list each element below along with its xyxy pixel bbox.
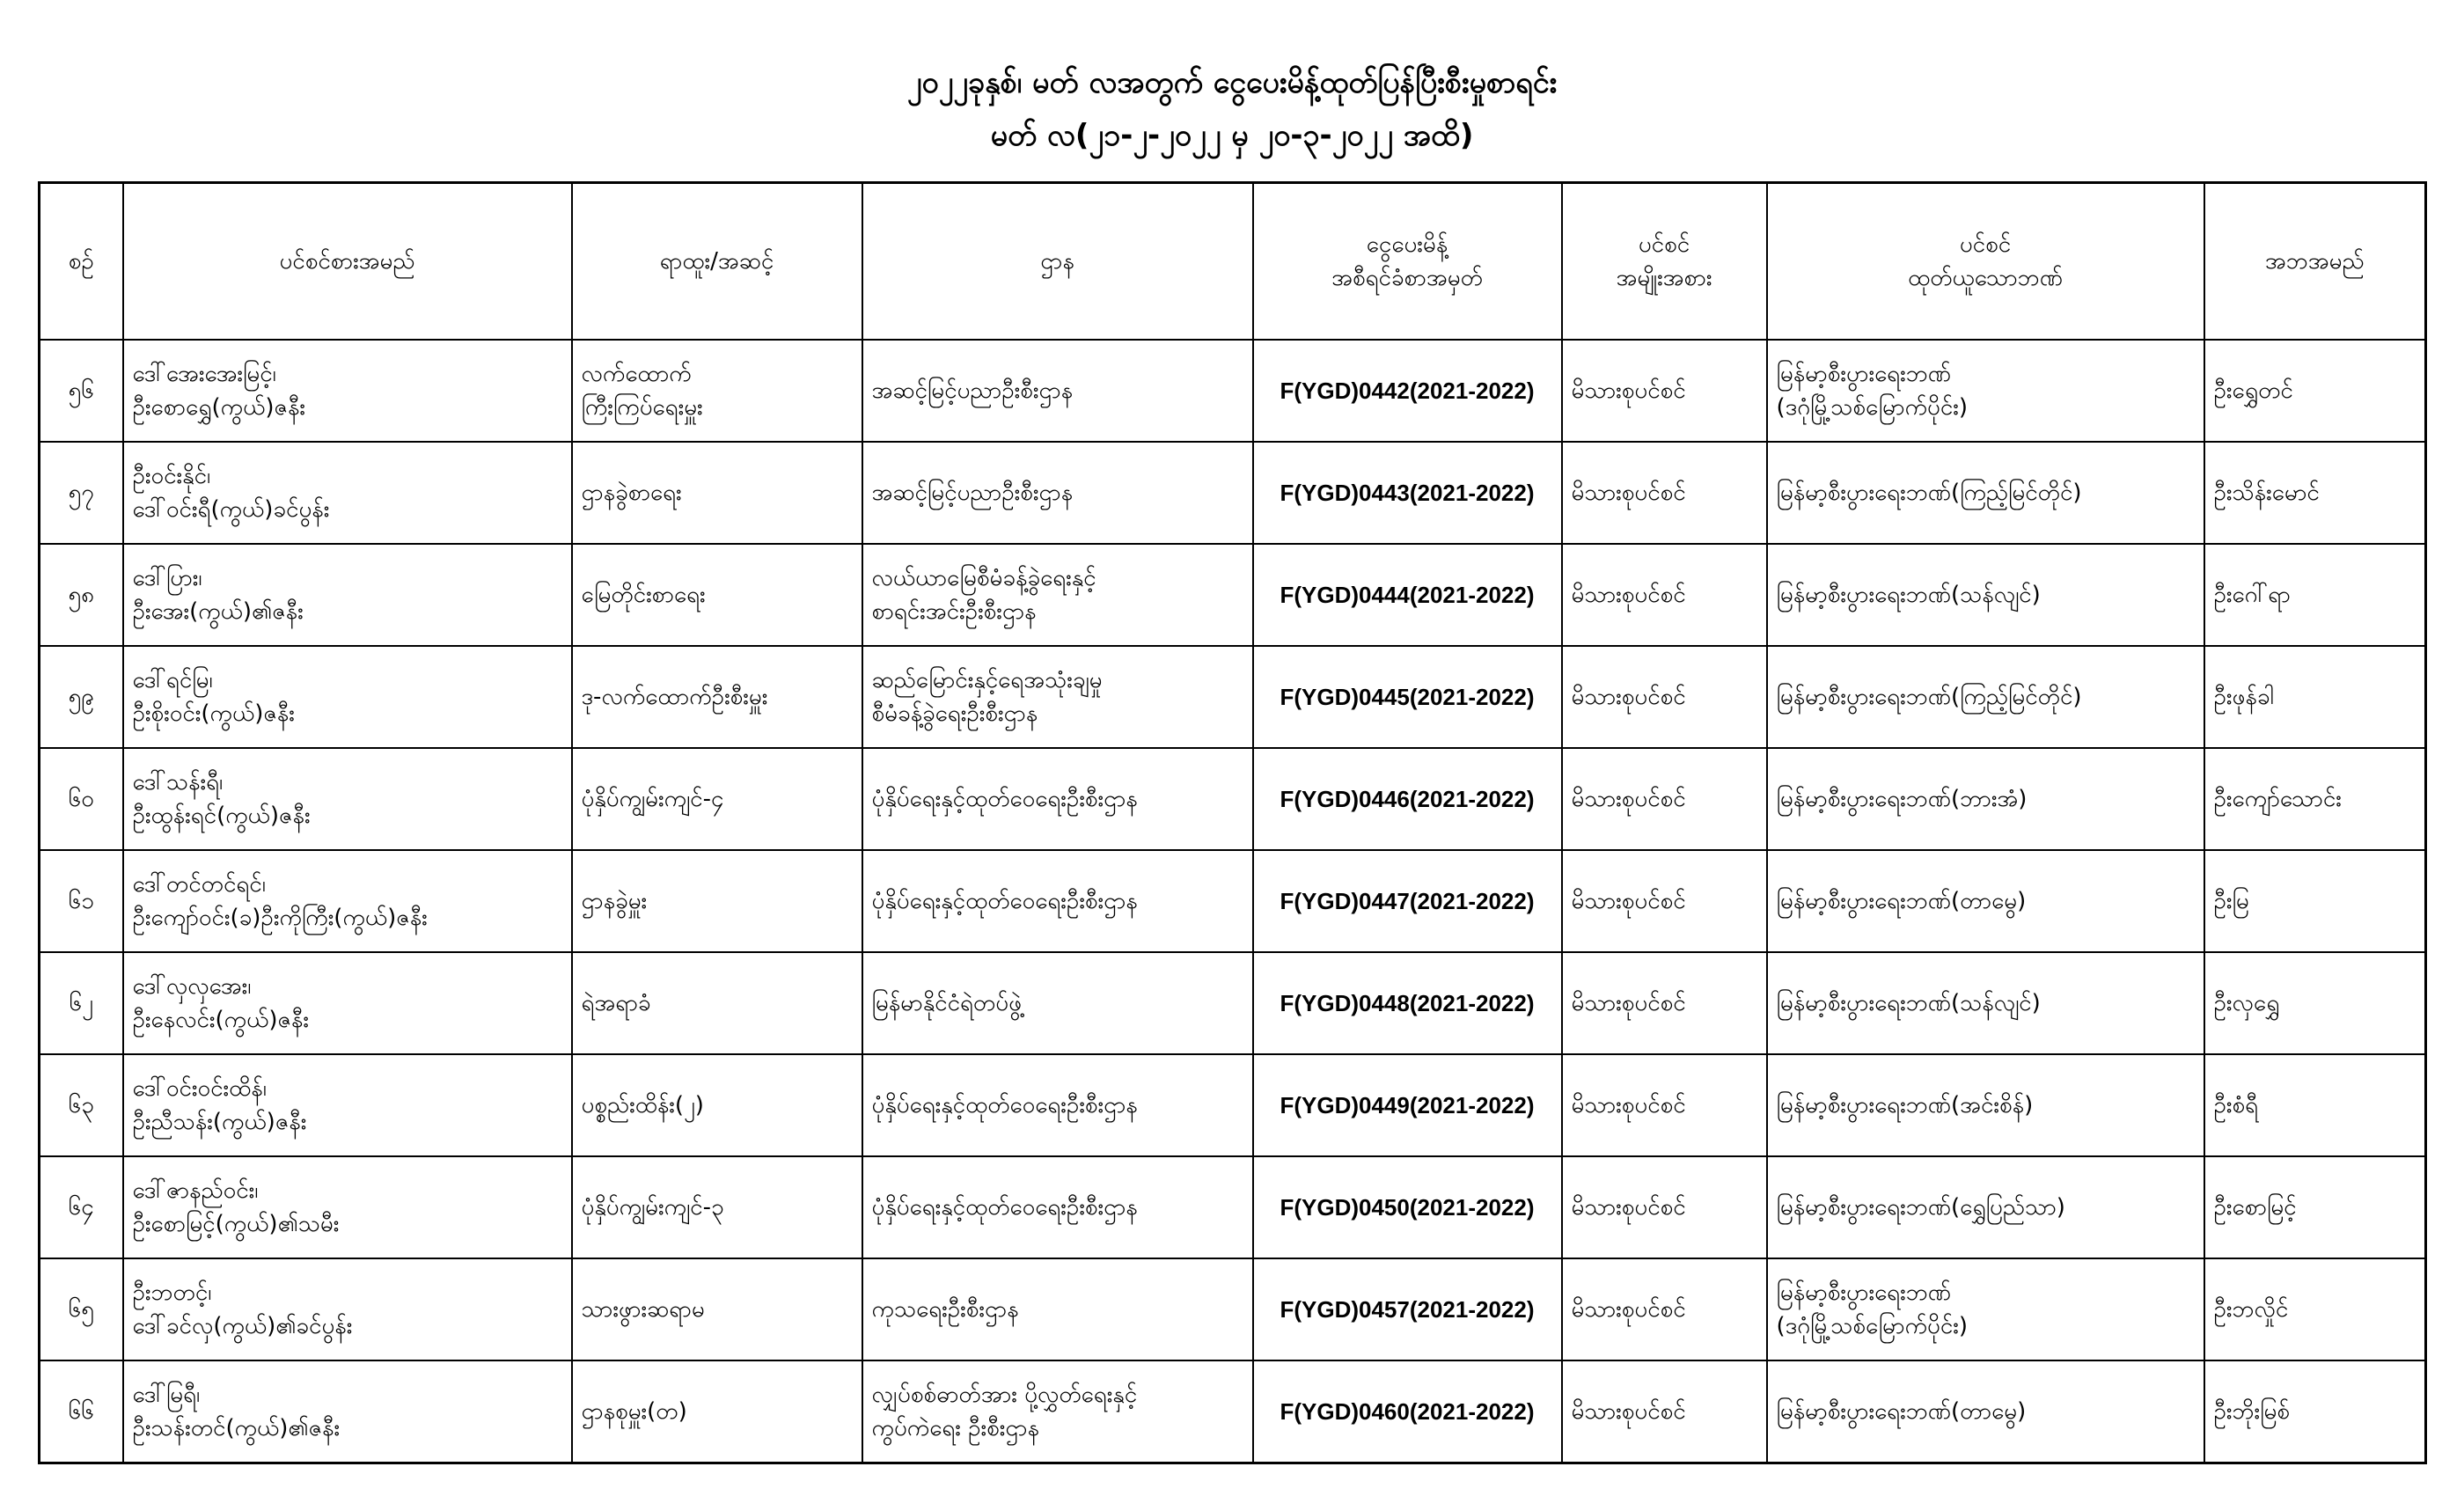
rank-cell-line: ဌာနခွဲစာရေး [581,480,682,506]
row-number-cell: ၆၂ [40,952,123,1054]
rank-cell [572,748,862,850]
department-cell [862,1258,1253,1360]
bank-cell-line: မြန်မာ့စီးပွားရေးဘဏ် [1776,1280,1951,1306]
permit-number-cell: F(YGD)0444(2021-2022) [1253,544,1562,646]
table-row [40,1258,2426,1360]
table-row [40,1360,2426,1463]
bank-cell [1767,850,2204,952]
pensioner-name-cell [123,1054,572,1156]
header-pension-type-line: ပင်စင် [1638,231,1690,258]
pension-register-table [38,181,2427,1464]
pensioner-name-cell-line: ဦးညီသန်း(ကွယ်)ဇနီး [132,1109,307,1135]
department-cell-line: လျှပ်စစ်ဓာတ်အား ပို့လွှတ်ရေးနှင့် [871,1382,1138,1408]
bank-cell [1767,1054,2204,1156]
department-cell-line: ပုံနှိပ်ရေးနှင့်ထုတ်ဝေရေးဦးစီးဌာန [871,786,1138,812]
department-cell [862,1054,1253,1156]
pension-type-cell: မိသားစုပင်စင် [1562,340,1767,442]
pensioner-name-cell [123,748,572,850]
rank-cell-line: ဌာနခွဲမှူး [581,888,648,914]
bank-cell-line: မြန်မာ့စီးပွားရေးဘဏ်(တာမွေ) [1776,1398,2027,1425]
pensioner-name-cell-line: ဒေါ်ဝင်းဝင်းထိန်၊ [132,1075,267,1102]
bank-cell [1767,1258,2204,1360]
father-name-cell: ဦးကျော်သောင်း [2204,748,2426,850]
pensioner-name-cell-line: ဒေါ်လှလှအေး၊ [132,973,252,1000]
pension-type-cell: မိသားစုပင်စင် [1562,850,1767,952]
pensioner-name-cell-line: ဦးဘတင့်၊ [132,1280,212,1306]
bank-cell [1767,442,2204,544]
row-number-cell: ၅၉ [40,646,123,748]
department-cell-line: စာရင်းအင်းဦးစီးဌာန [871,598,1037,625]
bank-cell [1767,1360,2204,1463]
father-name-cell: ဦးစံရီ [2204,1054,2426,1156]
pensioner-name-cell-line: ဦးစောရွှေ(ကွယ်)ဇနီး [132,394,305,421]
header-permit-line: အစီရင်ခံစာအမှတ် [1331,265,1483,291]
pension-type-cell: မိသားစုပင်စင် [1562,1360,1767,1463]
document-title: ၂၀၂၂ခုနှစ်၊ မတ် လအတွက် ငွေပေးမိန့်ထုတ်ပြန်ပြီးစီးမှုစာရင်း [906,65,1558,100]
rank-cell [572,340,862,442]
pension-type-cell: မိသားစုပင်စင် [1562,1156,1767,1258]
pensioner-name-cell-line: ဒေါ်ဇာနည်ဝင်း၊ [132,1177,259,1204]
pensioner-name-cell [123,646,572,748]
department-cell-line: ပုံနှိပ်ရေးနှင့်ထုတ်ဝေရေးဦးစီးဌာန [871,888,1138,914]
header-permit-line: ငွေပေးမိန့် [1366,231,1448,258]
pensioner-name-cell-line: ဒေါ်ခင်လှ(ကွယ်)၏ခင်ပွန်း [132,1313,353,1339]
pensioner-name-cell-line: ဒေါ်ပြား၊ [132,565,202,591]
header-bank-line: ပင်စင် [1959,231,2012,258]
father-name-cell: ဦးလှရွှေ [2204,952,2426,1054]
table-row [40,544,2426,646]
department-cell [862,646,1253,748]
pensioner-name-cell [123,952,572,1054]
pensioner-name-cell [123,442,572,544]
table-row [40,1054,2426,1156]
department-cell-line: စီမံခန့်ခွဲရေးဦးစီးဌာန [871,700,1038,727]
department-cell [862,952,1253,1054]
rank-cell-line: ရဲအရာခံ [581,990,651,1016]
father-name-cell: ဦးဖုန်ခါ [2204,646,2426,748]
table-header-row [40,183,2426,341]
header-rank: ရာထူး/အဆင့် [572,183,862,341]
table-row [40,646,2426,748]
table-row [40,850,2426,952]
pensioner-name-cell-line: ဒေါ်ဝင်းရီ(ကွယ်)ခင်ပွန်း [132,496,330,523]
bank-cell [1767,544,2204,646]
permit-number-cell: F(YGD)0442(2021-2022) [1253,340,1562,442]
rank-cell-line: ပုံနှိပ်ကျွမ်းကျင်-၃ [581,1194,724,1221]
department-cell-line: အဆင့်မြင့်ပညာဦးစီးဌာန [871,480,1074,506]
bank-cell [1767,646,2204,748]
header-father-name: အဘအမည် [2204,183,2426,341]
bank-cell-line: မြန်မာ့စီးပွားရေးဘဏ်(ကြည့်မြင်တိုင်) [1776,480,2082,506]
header-department: ဌာန [862,183,1253,341]
rank-cell [572,850,862,952]
row-number-cell: ၆၆ [40,1360,123,1463]
pensioner-name-cell [123,1258,572,1360]
bank-cell [1767,1156,2204,1258]
department-cell-line: မြန်မာနိုင်ငံရဲတပ်ဖွဲ့ [871,990,1022,1016]
row-number-cell: ၆၁ [40,850,123,952]
department-cell-line: လယ်ယာမြေစီမံခန့်ခွဲရေးနှင့် [871,565,1096,591]
row-number-cell: ၆၅ [40,1258,123,1360]
department-cell [862,340,1253,442]
rank-cell [572,544,862,646]
department-cell [862,544,1253,646]
header-pension-type-line: အမျိုးအစား [1616,265,1712,291]
father-name-cell: ဦးစောမြင့် [2204,1156,2426,1258]
pensioner-name-cell [123,1156,572,1258]
pension-type-cell: မိသားစုပင်စင် [1562,1258,1767,1360]
header-name: ပင်စင်စားအမည် [123,183,572,341]
rank-cell [572,1258,862,1360]
pensioner-name-cell-line: ဦးနေလင်း(ကွယ်)ဇနီး [132,1007,309,1033]
header-pension-type [1562,183,1767,341]
permit-number-cell: F(YGD)0450(2021-2022) [1253,1156,1562,1258]
pensioner-name-cell-line: ဦးစောမြင့်(ကွယ်)၏သမီး [132,1211,340,1237]
permit-number-cell: F(YGD)0457(2021-2022) [1253,1258,1562,1360]
rank-cell-line: ပစ္စည်းထိန်း(၂) [581,1092,704,1118]
bank-cell-line: မြန်မာ့စီးပွားရေးဘဏ်(ကြည့်မြင်တိုင်) [1776,684,2082,710]
pensioner-name-cell-line: ဒေါ်အေးအေးမြင့်၊ [132,361,276,387]
permit-number-cell: F(YGD)0449(2021-2022) [1253,1054,1562,1156]
pension-type-cell: မိသားစုပင်စင် [1562,544,1767,646]
permit-number-cell: F(YGD)0443(2021-2022) [1253,442,1562,544]
pensioner-name-cell-line: ဦးအေး(ကွယ်)၏ဇနီး [132,598,304,625]
department-cell-line: ဆည်မြောင်းနှင့်ရေအသုံးချမှု [871,667,1103,693]
rank-cell [572,646,862,748]
table-row [40,952,2426,1054]
row-number-cell: ၆၀ [40,748,123,850]
pensioner-name-cell-line: ဒေါ်မြရီ၊ [132,1382,201,1408]
pensioner-name-cell-line: ဦးသန်းတင်(ကွယ်)၏ဇနီး [132,1415,341,1441]
pension-type-cell: မိသားစုပင်စင် [1562,442,1767,544]
table-row [40,748,2426,850]
rank-cell [572,442,862,544]
father-name-cell: ဦးဘလှိုင် [2204,1258,2426,1360]
rank-cell-line: ဒု-လက်ထောက်ဦးစီးမှူး [581,684,768,710]
document-title-block [0,56,2464,162]
pensioner-name-cell-line: ဦးဝင်းနိုင်၊ [132,463,211,489]
pensioner-name-cell-line: ဦးစိုးဝင်း(ကွယ်)ဇနီး [132,700,295,727]
department-cell-line: ကုသရေးဦးစီးဌာန [871,1296,1019,1323]
row-number-cell: ၆၃ [40,1054,123,1156]
pensioner-name-cell-line: ဒေါ်သန်းရီ၊ [132,769,224,796]
rank-cell-line: သားဖွားဆရာမ [581,1296,705,1323]
bank-cell [1767,952,2204,1054]
permit-number-cell: F(YGD)0445(2021-2022) [1253,646,1562,748]
table-body [40,340,2426,1463]
bank-cell-line: မြန်မာ့စီးပွားရေးဘဏ်(သန်လျင်) [1776,990,2041,1016]
rank-cell [572,1156,862,1258]
department-cell [862,748,1253,850]
department-cell [862,442,1253,544]
father-name-cell: ဦးဂေါ်ရာ [2204,544,2426,646]
pension-type-cell: မိသားစုပင်စင် [1562,952,1767,1054]
father-name-cell: ဦးသိန်းမောင် [2204,442,2426,544]
department-cell [862,1156,1253,1258]
pensioner-name-cell [123,544,572,646]
header-bank [1767,183,2204,341]
department-cell-line: ကွပ်ကဲရေး ဦးစီးဌာန [871,1415,1039,1441]
row-number-cell: ၅၆ [40,340,123,442]
bank-cell-line: မြန်မာ့စီးပွားရေးဘဏ် [1776,361,1951,387]
pensioner-name-cell [123,340,572,442]
permit-number-cell: F(YGD)0447(2021-2022) [1253,850,1562,952]
department-cell-line: ပုံနှိပ်ရေးနှင့်ထုတ်ဝေရေးဦးစီးဌာန [871,1194,1138,1221]
pension-type-cell: မိသားစုပင်စင် [1562,748,1767,850]
rank-cell [572,1360,862,1463]
department-cell [862,1360,1253,1463]
department-cell-line: အဆင့်မြင့်ပညာဦးစီးဌာန [871,378,1074,404]
rank-cell [572,952,862,1054]
pension-type-cell: မိသားစုပင်စင် [1562,1054,1767,1156]
bank-cell-line: မြန်မာ့စီးပွားရေးဘဏ်(တာမွေ) [1776,888,2027,914]
header-permit [1253,183,1562,341]
pension-type-cell: မိသားစုပင်စင် [1562,646,1767,748]
rank-cell-line: ဌာနစုမှူး(တ) [581,1398,687,1425]
rank-cell-line: လက်ထောက် [581,361,692,387]
header-no: စဉ် [40,183,123,341]
rank-cell [572,1054,862,1156]
permit-number-cell: F(YGD)0448(2021-2022) [1253,952,1562,1054]
permit-number-cell: F(YGD)0446(2021-2022) [1253,748,1562,850]
table-row [40,1156,2426,1258]
table-row [40,340,2426,442]
bank-cell-line: မြန်မာ့စီးပွားရေးဘဏ်(ရွှေပြည်သာ) [1776,1194,2065,1221]
pensioner-name-cell [123,850,572,952]
rank-cell-line: ပုံနှိပ်ကျွမ်းကျင်-၄ [581,786,724,812]
pensioner-name-cell-line: ဦးကျော်ဝင်း(ခ)ဦးကိုကြီး(ကွယ်)ဇနီး [132,905,428,931]
pensioner-name-cell-line: ဒေါ်တင်တင်ရင်၊ [132,871,266,898]
rank-cell-line: ကြီးကြပ်ရေးမှူး [581,394,703,421]
father-name-cell: ဦးရွှေတင် [2204,340,2426,442]
bank-cell-line: (ဒဂုံမြို့သစ်မြောက်ပိုင်း) [1776,394,1969,421]
father-name-cell: ဦးမြ [2204,850,2426,952]
bank-cell-line: မြန်မာ့စီးပွားရေးဘဏ်(အင်းစိန်) [1776,1092,2034,1118]
table-row [40,442,2426,544]
pensioner-name-cell-line: ဦးထွန်းရင်(ကွယ်)ဇနီး [132,803,311,829]
bank-cell-line: မြန်မာ့စီးပွားရေးဘဏ်(ဘားအံ) [1776,786,2028,812]
father-name-cell: ဦးဘိုးမြစ် [2204,1360,2426,1463]
pensioner-name-cell-line: ဒေါ်ရင်မြ၊ [132,667,213,693]
document-period: မတ် လ(၂၁-၂-၂၀၂၂ မှ ၂၀-၃-၂၀၂၂ အထိ) [990,118,1474,153]
row-number-cell: ၆၄ [40,1156,123,1258]
row-number-cell: ၅၇ [40,442,123,544]
permit-number-cell: F(YGD)0460(2021-2022) [1253,1360,1562,1463]
pensioner-name-cell [123,1360,572,1463]
header-bank-line: ထုတ်ယူသောဘဏ် [1908,265,2063,291]
bank-cell [1767,748,2204,850]
department-cell [862,850,1253,952]
bank-cell-line: မြန်မာ့စီးပွားရေးဘဏ်(သန်လျင်) [1776,582,2041,608]
department-cell-line: ပုံနှိပ်ရေးနှင့်ထုတ်ဝေရေးဦးစီးဌာန [871,1092,1138,1118]
rank-cell-line: မြေတိုင်းစာရေး [581,582,706,608]
bank-cell-line: (ဒဂုံမြို့သစ်မြောက်ပိုင်း) [1776,1313,1969,1339]
row-number-cell: ၅၈ [40,544,123,646]
bank-cell [1767,340,2204,442]
